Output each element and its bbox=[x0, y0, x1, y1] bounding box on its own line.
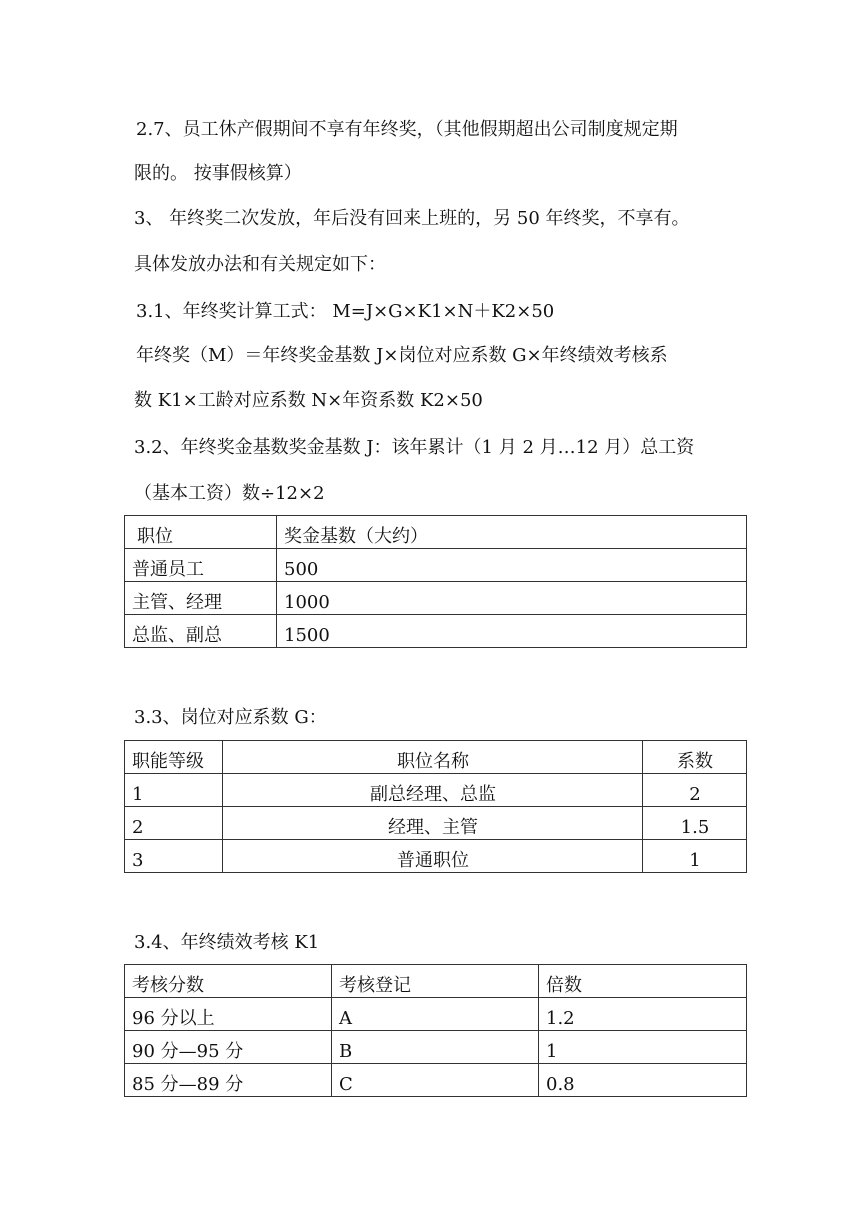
table-cell: A bbox=[332, 998, 539, 1031]
section-3-4-heading: 3.4、年终绩效考核 K1 bbox=[134, 932, 320, 953]
table-cell: 2 bbox=[643, 774, 747, 807]
table-row bbox=[125, 807, 747, 840]
table-cell: 经理、主管 bbox=[223, 807, 643, 840]
table-row bbox=[125, 774, 747, 807]
formula-explanation-line-2: 数 K1×工龄对应系数 N×年资系数 K2×50 bbox=[134, 390, 483, 411]
section-3-2-line-1: 3.2、年终奖金基数奖金基数 J：该年累计（1 月 2 月…12 月）总工资 bbox=[134, 437, 695, 458]
table-row bbox=[125, 1064, 747, 1097]
table-header-cell: 考核分数 bbox=[125, 965, 332, 998]
table-row bbox=[125, 582, 747, 615]
table-header-cell: 倍数 bbox=[539, 965, 747, 998]
table-cell: 普通员工 bbox=[125, 549, 277, 582]
table-cell: 0.8 bbox=[539, 1064, 747, 1097]
table-cell: 总监、副总 bbox=[125, 615, 277, 648]
performance-table bbox=[124, 964, 747, 1097]
table-cell: 1000 bbox=[277, 582, 747, 615]
bonus-base-table bbox=[124, 515, 747, 648]
table-cell: 500 bbox=[277, 549, 747, 582]
table-cell: C bbox=[332, 1064, 539, 1097]
paragraph-2-7-line-1: 2.7、员工休产假期间不享有年终奖，（其他假期超出公司制度规定期 bbox=[136, 119, 678, 140]
table-header-cell: 职位名称 bbox=[223, 741, 643, 774]
table-cell: 主管、经理 bbox=[125, 582, 277, 615]
table-header-row bbox=[125, 741, 747, 774]
table-cell: 96 分以上 bbox=[125, 998, 332, 1031]
position-coefficient-table bbox=[124, 740, 747, 873]
table-cell: 1 bbox=[125, 774, 223, 807]
table-cell: 2 bbox=[125, 807, 223, 840]
section-3-3-heading: 3.3、岗位对应系数 G： bbox=[134, 707, 327, 728]
table-header-cell: 系数 bbox=[643, 741, 747, 774]
table-cell: 1500 bbox=[277, 615, 747, 648]
table-cell: 90 分—95 分 bbox=[125, 1031, 332, 1064]
table-row bbox=[125, 998, 747, 1031]
table-row bbox=[125, 1031, 747, 1064]
table-header-cell: 奖金基数（大约） bbox=[277, 516, 747, 549]
table-row bbox=[125, 615, 747, 648]
section-3-1-formula: 3.1、年终奖计算工式： M=J×G×K1×N＋K2×50 bbox=[136, 301, 555, 322]
formula-explanation-line-1: 年终奖（M）＝年终奖金基数 J×岗位对应系数 G×年终绩效考核系 bbox=[136, 345, 668, 366]
table-header-row bbox=[125, 516, 747, 549]
table-header-cell: 职位 bbox=[125, 516, 277, 549]
table-header-cell: 考核登记 bbox=[332, 965, 539, 998]
paragraph-2-7-line-2: 限的。 按事假核算） bbox=[134, 163, 302, 184]
table-header-cell: 职能等级 bbox=[125, 741, 223, 774]
table-cell: B bbox=[332, 1031, 539, 1064]
table-cell: 85 分—89 分 bbox=[125, 1064, 332, 1097]
table-cell: 副总经理、总监 bbox=[223, 774, 643, 807]
table-header-row bbox=[125, 965, 747, 998]
table-row bbox=[125, 549, 747, 582]
table-cell: 1 bbox=[643, 840, 747, 873]
table-cell: 3 bbox=[125, 840, 223, 873]
table-cell: 普通职位 bbox=[223, 840, 643, 873]
table-cell: 1.5 bbox=[643, 807, 747, 840]
table-cell: 1 bbox=[539, 1031, 747, 1064]
paragraph-3-line-2: 具体发放办法和有关规定如下： bbox=[134, 254, 386, 275]
paragraph-3-line-1: 3、 年终奖二次发放，年后没有回来上班的，另 50 年终奖，不享有。 bbox=[134, 208, 690, 229]
table-row bbox=[125, 840, 747, 873]
section-3-2-line-2: （基本工资）数÷12×2 bbox=[134, 483, 325, 504]
table-cell: 1.2 bbox=[539, 998, 747, 1031]
